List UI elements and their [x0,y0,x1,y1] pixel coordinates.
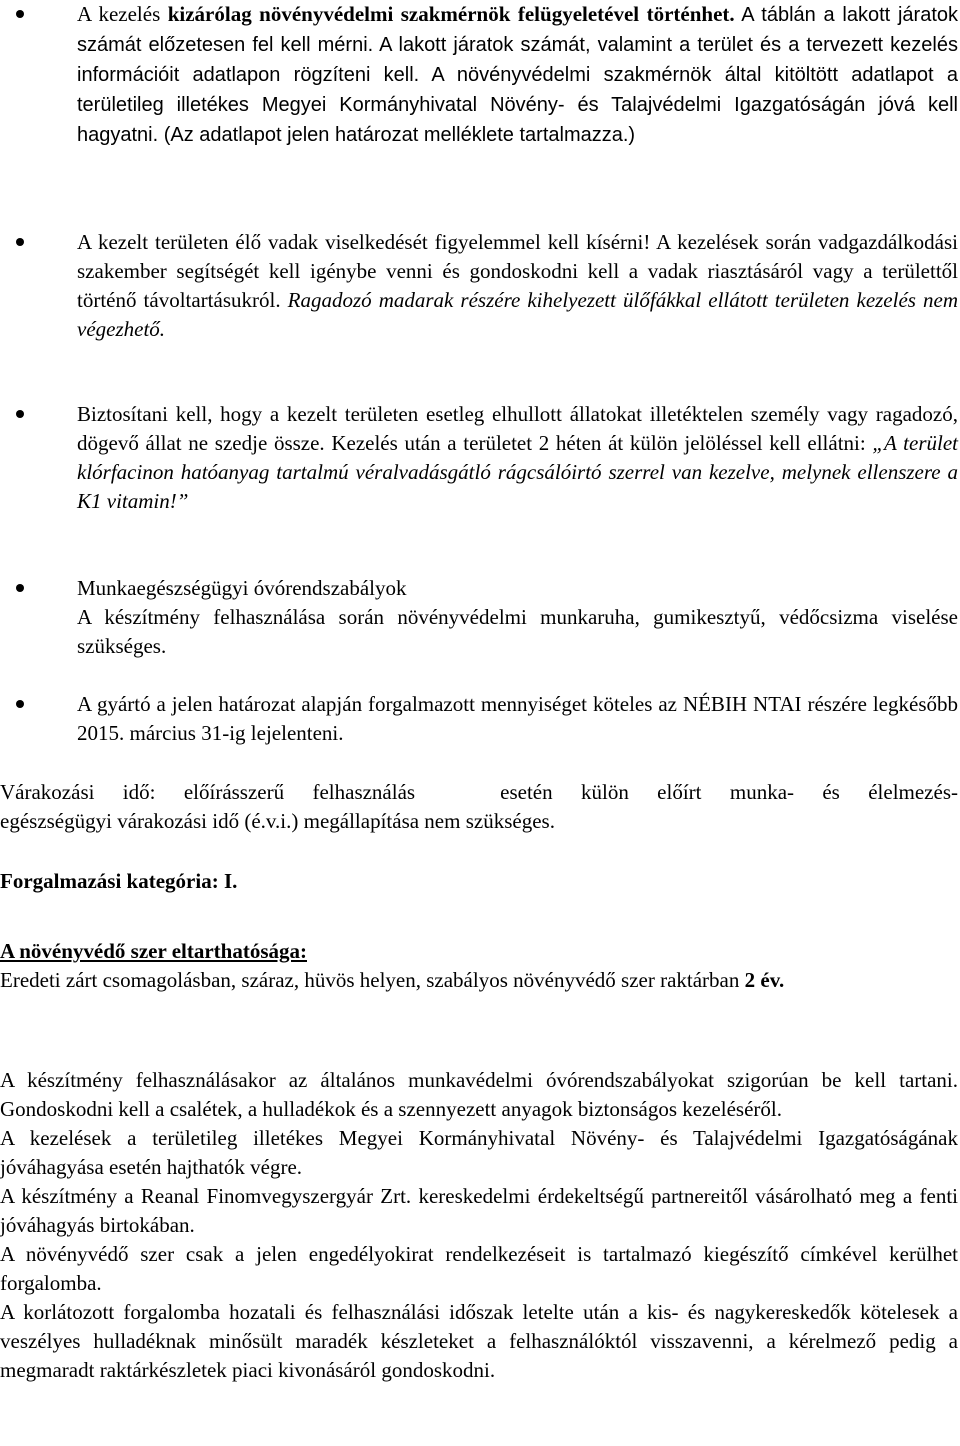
bullet-item-reporting [77,690,958,748]
bullet-text: A gyártó a jelen határozat alapján forgalmazott mennyiséget köteles az NÉBIH NTAI részére legkésőbb 2015. március 31-ig lejelenteni. [77,692,958,745]
waiting-time-paragraph [0,778,958,836]
closing-paragraphs [0,1066,958,1385]
paragraph: A növényvédő szer csak a jelen engedélyokirat rendelkezéseit is tartalmazó kiegészítő címkével kerülhet forgalomba. [0,1242,958,1295]
bullet-icon [16,10,24,18]
category-text: Forgalmazási kategória: I. [0,869,238,893]
shelf-life-section [0,937,958,995]
bullet-item-carcasses [77,400,958,516]
bullet-text [77,400,958,516]
bullet-item-supervision [77,0,958,150]
text-normal: A kezelt területen élő vadak viselkedését figyelemmel kell kísérni! A kezelések során vadgazdálkodási szakember segítségét kell igénybe venni és gondoskodni kell a vadak riasztásáról vagy a területtől történő távoltartásukról. [77,230,958,312]
paragraph: A készítmény felhasználásakor az általános munkavédelmi óvórendszabályokat szigorúan be kell tartani. Gondoskodni kell a csalétek, a hulladékok és a szennyezett anyagok biztonságos kezeléséről. [0,1068,958,1121]
text-bold: kizárólag növényvédelmi szakmérnök felügyeletével történhet. [167,2,735,26]
shelf-life-text [0,966,958,995]
text-normal: A kezelés [77,2,168,26]
text-italic: „A terület klórfacinon hatóanyag tartalmú véralvadásgátló rágcsálóirtó szerrel van kezelve, melynek ellenszere a K1 vitamin!” [77,431,958,513]
waiting-time-line-1: Várakozási idő: előírásszerű felhasználás esetén külön előírt munka- és élelmezés- [0,780,958,804]
waiting-time-line-2: egészségügyi várakozási idő (é.v.i.) megállapítása nem szükséges. [0,809,555,833]
bullet-text [77,228,958,344]
text-sans: A táblán a lakott járatok számát előzetesen fel kell mérni. A lakott járatok számát, valamint a terület és a tervezett kezelés információit adatlapon rögzíteni kell. A növényvédelmi szakmérnök által kitöltött adatlapot a területileg illetékes Megyei Kormányhivatal Növény- és Talajvédelmi Igazgatóságán jóvá kell hagyatni. (Az adatlapot jelen határozat melléklete tartalmazza.) [77,4,958,146]
text-italic: Ragadozó madarak részére kihelyezett ülőfákkal ellátott területen kezelés nem végezhető. [77,288,959,341]
category-line [0,867,958,896]
bullet-icon [16,700,24,708]
paragraph: A készítmény a Reanal Finomvegyszergyár Zrt. kereskedelmi érdekeltségű partnereitől vásárolható meg a fenti jóváhagyás birtokában. [0,1184,958,1237]
bullet-icon [16,584,24,592]
shelf-life-desc: Eredeti zárt csomagolásban, száraz, hüvös helyen, szabályos növényvédő szer raktárban [0,968,745,992]
bullet-text [77,574,958,661]
safety-body: A készítmény felhasználása során növényvédelmi munkaruha, gumikesztyű, védőcsizma viselése szükséges. [77,605,958,658]
bullet-icon [16,410,24,418]
shelf-life-duration: 2 év. [744,968,785,992]
bullet-item-safety [77,574,958,661]
paragraph: A kezelések a területileg illetékes Megyei Kormányhivatal Növény- és Talajvédelmi Igazgatóságának jóváhagyása esetén hajthatók végre. [0,1126,958,1179]
safety-title: Munkaegészségügyi óvórendszabályok [77,576,407,600]
bullet-item-wildlife [77,228,958,344]
bullet-icon [16,238,24,246]
bullet-text [77,0,958,150]
text-normal: Biztosítani kell, hogy a kezelt területen esetleg elhullott állatokat illetéktelen személy vagy ragadozó, dögevő állat ne szedje össze. Kezelés után a területet 2 héten át külön jelöléssel kell ellátni: [77,402,958,455]
paragraph: A korlátozott forgalomba hozatali és felhasználási időszak letelte után a kis- és nagykereskedők kötelesek a veszélyes hulladéknak minősült maradék készleteket a felhasználóktól visszavenni, a kérelmező pedig a megmaradt raktárkészletek piaci kivonásáról gondoskodni. [0,1300,958,1382]
shelf-life-heading: A növényvédő szer eltarthatósága: [0,939,307,963]
